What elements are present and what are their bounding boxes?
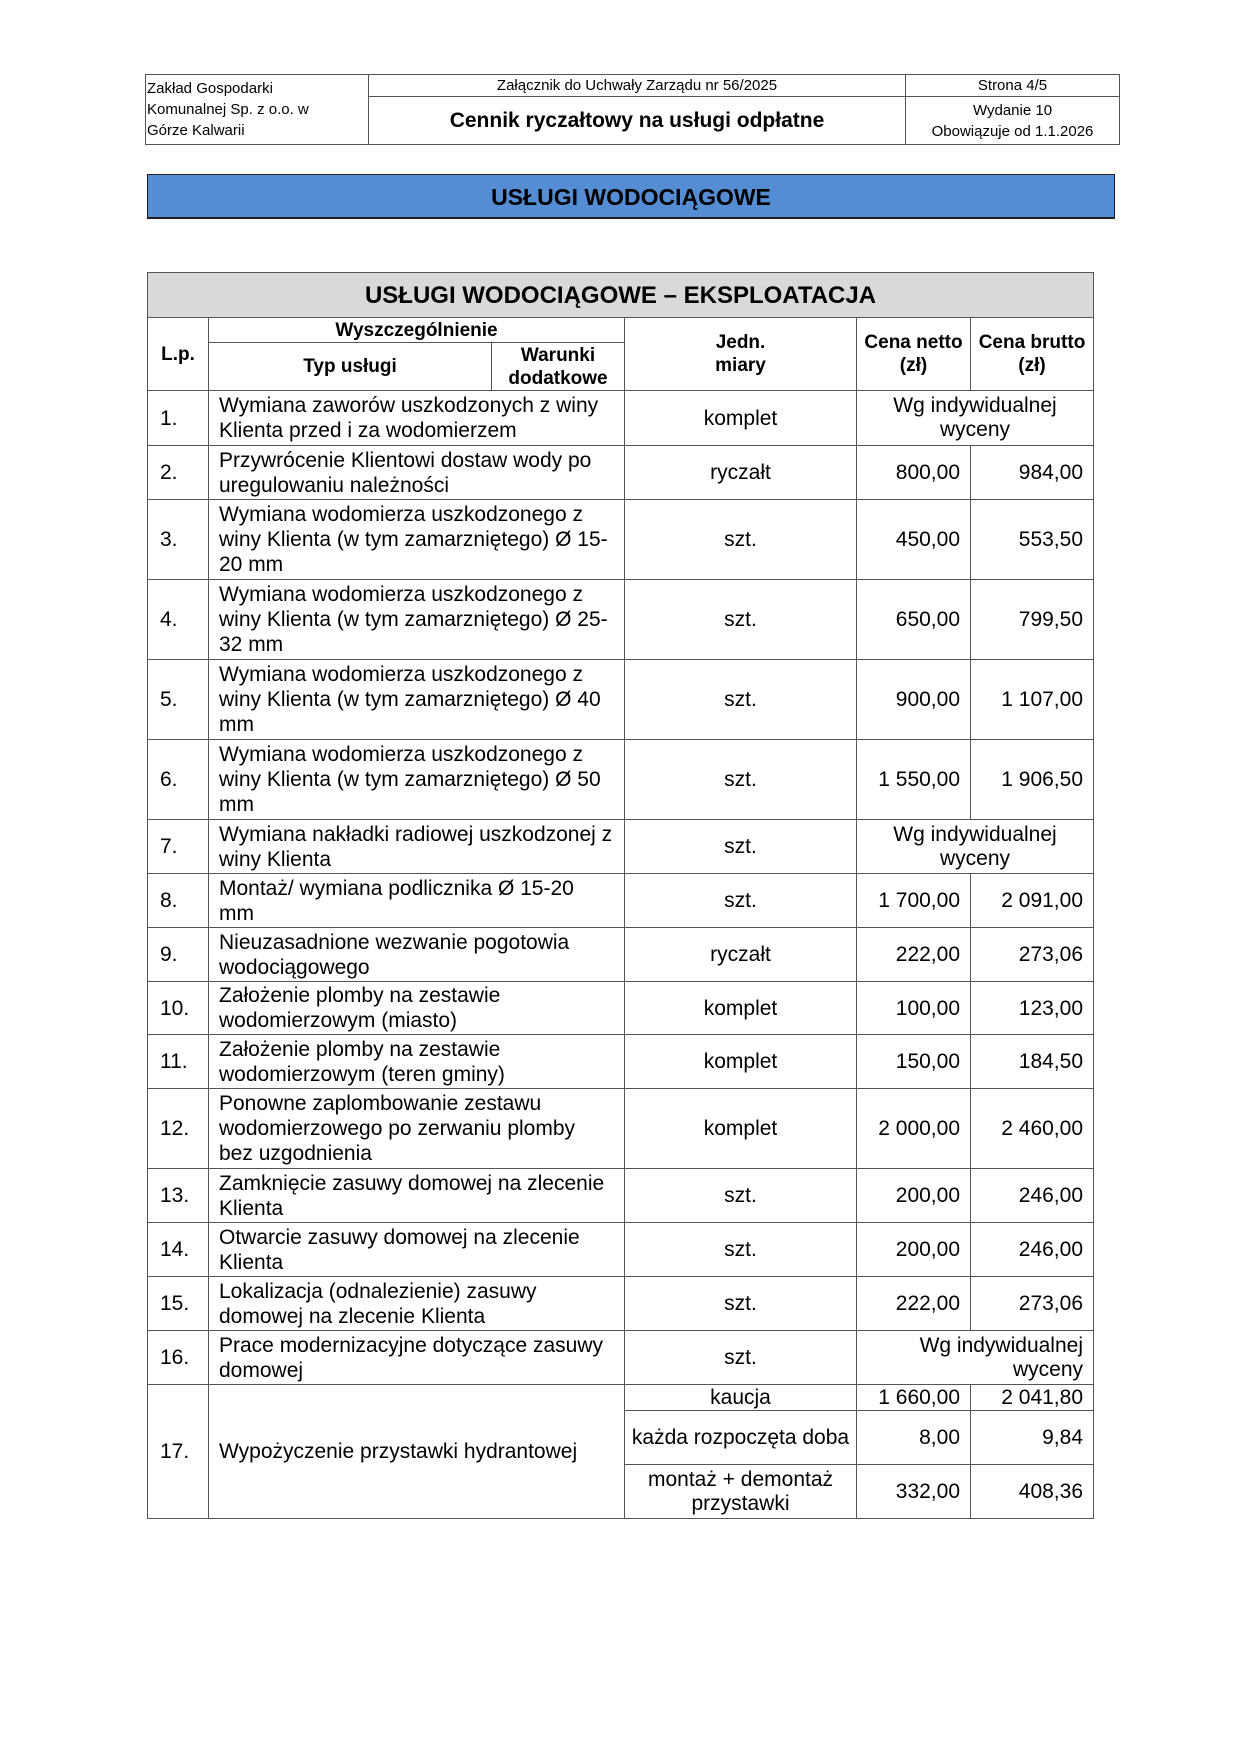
unit-of-measure: montaż + demontaż przystawki — [625, 1465, 857, 1519]
table-row — [148, 874, 1094, 928]
price-gross: 2 091,00 — [971, 874, 1094, 928]
price-gross: 246,00 — [971, 1169, 1094, 1223]
row-number: 15. — [148, 1277, 209, 1331]
price-net: 1 700,00 — [857, 874, 971, 928]
col-header-spec: Wyszczególnienie — [209, 318, 625, 343]
col-header-gross: Cena brutto (zł) — [971, 318, 1094, 391]
section-band: USŁUGI WODOCIĄGOWE — [147, 174, 1115, 219]
service-description: Założenie plomby na zestawie wodomierzowym (teren gminy) — [209, 1035, 625, 1089]
service-description: Wymiana nakładki radiowej uszkodzonej z winy Klienta — [209, 820, 625, 874]
row-number: 7. — [148, 820, 209, 874]
row-number: 6. — [148, 740, 209, 820]
row-number: 4. — [148, 580, 209, 660]
service-description: Przywrócenie Klientowi dostaw wody po uregulowaniu należności — [209, 446, 625, 500]
table-row — [148, 1331, 1094, 1385]
col-header-conditions: Warunki dodatkowe — [492, 343, 625, 391]
unit-of-measure: kaucja — [625, 1385, 857, 1411]
company-name — [146, 75, 369, 145]
price-net: 100,00 — [857, 982, 971, 1035]
table-row — [148, 391, 1094, 446]
unit-of-measure: szt. — [625, 740, 857, 820]
row-number: 1. — [148, 391, 209, 446]
service-description: Wymiana wodomierza uszkodzonego z winy Klienta (w tym zamarzniętego) Ø 25-32 mm — [209, 580, 625, 660]
price-gross: 553,50 — [971, 500, 1094, 580]
company-line: Zakład Gospodarki — [147, 80, 273, 97]
service-description: Montaż/ wymiana podlicznika Ø 15-20 mm — [209, 874, 625, 928]
price-gross: 9,84 — [971, 1411, 1094, 1465]
unit-of-measure: szt. — [625, 580, 857, 660]
price-individual: Wg indywidualnej wyceny — [857, 820, 1094, 874]
company-line: Komunalnej Sp. z o.o. w — [147, 101, 309, 118]
unit-of-measure: ryczałt — [625, 928, 857, 982]
price-gross: 184,50 — [971, 1035, 1094, 1089]
service-description: Nieuzasadnione wezwanie pogotowia wodociągowego — [209, 928, 625, 982]
price-net: 222,00 — [857, 928, 971, 982]
table-row — [148, 1385, 1094, 1411]
service-description: Wymiana wodomierza uszkodzonego z winy Klienta (w tym zamarzniętego) Ø 50 mm — [209, 740, 625, 820]
unit-of-measure: komplet — [625, 1089, 857, 1169]
price-individual: Wg indywidualnej wyceny — [857, 1331, 1094, 1385]
price-net: 222,00 — [857, 1277, 971, 1331]
price-gross: 123,00 — [971, 982, 1094, 1035]
price-gross: 246,00 — [971, 1223, 1094, 1277]
price-gross: 2 041,80 — [971, 1385, 1094, 1411]
unit-of-measure: komplet — [625, 1035, 857, 1089]
row-number: 13. — [148, 1169, 209, 1223]
table-row — [148, 820, 1094, 874]
price-net: 1 660,00 — [857, 1385, 971, 1411]
attachment-note: Załącznik do Uchwały Zarządu nr 56/2025 — [369, 75, 906, 97]
unit-of-measure: szt. — [625, 874, 857, 928]
col-header-type: Typ usługi — [209, 343, 492, 391]
table-row — [148, 446, 1094, 500]
price-net: 1 550,00 — [857, 740, 971, 820]
price-net: 800,00 — [857, 446, 971, 500]
unit-of-measure: każda rozpoczęta doba — [625, 1411, 857, 1465]
row-number: 17. — [148, 1385, 209, 1519]
page-number: Strona 4/5 — [906, 75, 1120, 97]
table-row — [148, 1277, 1094, 1331]
price-net: 200,00 — [857, 1223, 971, 1277]
service-description: Założenie plomby na zestawie wodomierzowym (miasto) — [209, 982, 625, 1035]
unit-of-measure: komplet — [625, 982, 857, 1035]
table-row — [148, 928, 1094, 982]
unit-of-measure: szt. — [625, 820, 857, 874]
table-row — [148, 1169, 1094, 1223]
price-individual: Wg indywidualnej wyceny — [857, 391, 1094, 446]
service-description: Zamknięcie zasuwy domowej na zlecenie Klienta — [209, 1169, 625, 1223]
unit-of-measure: szt. — [625, 1331, 857, 1385]
service-description: Prace modernizacyjne dotyczące zasuwy domowej — [209, 1331, 625, 1385]
row-number: 2. — [148, 446, 209, 500]
price-gross: 408,36 — [971, 1465, 1094, 1519]
service-description: Wymiana wodomierza uszkodzonego z winy Klienta (w tym zamarzniętego) Ø 15-20 mm — [209, 500, 625, 580]
row-number: 5. — [148, 660, 209, 740]
table-section-title: USŁUGI WODOCIĄGOWE – EKSPLOATACJA — [148, 273, 1094, 318]
price-net: 200,00 — [857, 1169, 971, 1223]
edition: Wydanie 10 — [972, 101, 1053, 119]
row-number: 3. — [148, 500, 209, 580]
unit-of-measure: szt. — [625, 1223, 857, 1277]
col-header-net: Cena netto (zł) — [857, 318, 971, 391]
table-row — [148, 500, 1094, 580]
valid-from: Obowiązuje od 1.1.2026 — [931, 122, 1094, 140]
price-net: 332,00 — [857, 1465, 971, 1519]
row-number: 14. — [148, 1223, 209, 1277]
edition-info — [906, 97, 1120, 145]
unit-of-measure: szt. — [625, 500, 857, 580]
table-row — [148, 1089, 1094, 1169]
price-gross: 273,06 — [971, 928, 1094, 982]
company-line: Górze Kalwarii — [147, 122, 245, 139]
price-gross: 1 906,50 — [971, 740, 1094, 820]
price-net: 650,00 — [857, 580, 971, 660]
price-net: 450,00 — [857, 500, 971, 580]
row-number: 12. — [148, 1089, 209, 1169]
service-description: Wypożyczenie przystawki hydrantowej — [209, 1385, 625, 1519]
table-row — [148, 660, 1094, 740]
col-header-lp: L.p. — [148, 318, 209, 391]
price-table — [147, 272, 1094, 1519]
price-net: 2 000,00 — [857, 1089, 971, 1169]
row-number: 8. — [148, 874, 209, 928]
row-number: 9. — [148, 928, 209, 982]
row-number: 16. — [148, 1331, 209, 1385]
unit-of-measure: szt. — [625, 1277, 857, 1331]
unit-of-measure: szt. — [625, 660, 857, 740]
service-description: Lokalizacja (odnalezienie) zasuwy domowej na zlecenie Klienta — [209, 1277, 625, 1331]
col-header-unit: Jedn. miary — [625, 318, 857, 391]
price-gross: 984,00 — [971, 446, 1094, 500]
price-net: 900,00 — [857, 660, 971, 740]
unit-of-measure: szt. — [625, 1169, 857, 1223]
price-gross: 799,50 — [971, 580, 1094, 660]
price-gross: 1 107,00 — [971, 660, 1094, 740]
price-gross: 2 460,00 — [971, 1089, 1094, 1169]
table-row — [148, 982, 1094, 1035]
table-row — [148, 1223, 1094, 1277]
table-row — [148, 740, 1094, 820]
service-description: Wymiana zaworów uszkodzonych z winy Klienta przed i za wodomierzem — [209, 391, 625, 446]
table-row — [148, 1035, 1094, 1089]
table-row — [148, 580, 1094, 660]
document-title: Cennik ryczałtowy na usługi odpłatne — [369, 97, 906, 145]
service-description: Ponowne zaplombowanie zestawu wodomierzowego po zerwaniu plomby bez uzgodnienia — [209, 1089, 625, 1169]
row-number: 10. — [148, 982, 209, 1035]
price-gross: 273,06 — [971, 1277, 1094, 1331]
unit-of-measure: ryczałt — [625, 446, 857, 500]
unit-of-measure: komplet — [625, 391, 857, 446]
row-number: 11. — [148, 1035, 209, 1089]
price-net: 150,00 — [857, 1035, 971, 1089]
service-description: Wymiana wodomierza uszkodzonego z winy Klienta (w tym zamarzniętego) Ø 40 mm — [209, 660, 625, 740]
price-net: 8,00 — [857, 1411, 971, 1465]
document-header — [145, 74, 1120, 145]
service-description: Otwarcie zasuwy domowej na zlecenie Klienta — [209, 1223, 625, 1277]
